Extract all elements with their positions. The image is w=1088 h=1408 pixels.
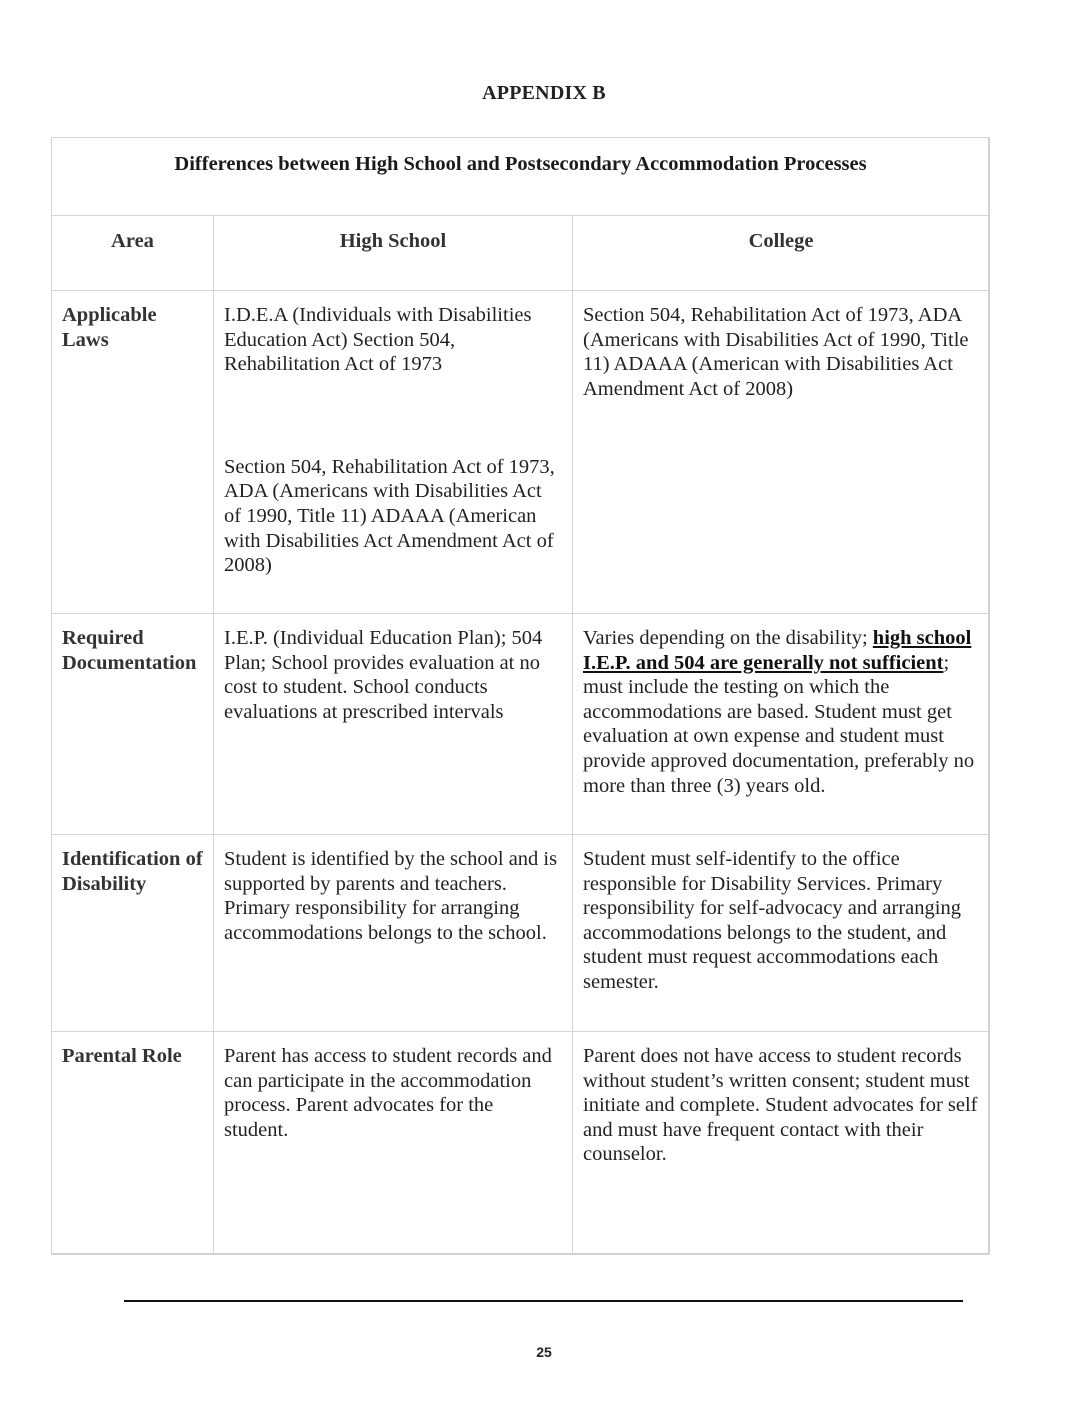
row-area-label: Required Documentation: [52, 614, 214, 835]
college-text: ; must include the testing on which the accommodations are based. Student must get evaluation at own expense and student must provide approved documentation, preferably no more than three (3) years old.: [583, 651, 975, 797]
high-school-cell: [214, 291, 573, 614]
row-area-label: Applicable Laws: [52, 291, 214, 614]
high-school-cell: I.E.P. (Individual Education Plan); 504 Plan; School provides evaluation at no cost to student. School conducts evaluations at prescribed intervals: [214, 614, 573, 835]
emphasized-text: high school I.E.P. and 504 are generally not sufficient: [583, 627, 972, 674]
cell-spacer: [224, 377, 562, 455]
college-cell: Student must self-identify to the office responsible for Disability Services. Primary responsibility for self-advocacy and arranging accommodations belongs to the student, and student must request accommodations each semester.: [573, 835, 990, 1032]
high-school-cell: Student is identified by the school and is supported by parents and teachers. Primary responsibility for arranging accommodations belongs to the school.: [214, 835, 573, 1032]
page-number: 25: [536, 1344, 552, 1360]
high-school-text: I.D.E.A (Individuals with Disabilities Education Act) Section 504, Rehabilitation Act of 1973: [224, 304, 532, 376]
header-area: Area: [52, 216, 214, 291]
header-college: College: [573, 216, 990, 291]
comparison-table: [51, 137, 990, 1255]
table-row: [52, 835, 990, 1032]
college-cell: Section 504, Rehabilitation Act of 1973, ADA (Americans with Disabilities Act of 1990, Title 11) ADAAA (American with Disabilities Act Amendment Act of 2008): [573, 291, 990, 614]
row-area-label: Parental Role: [52, 1032, 214, 1255]
table-title: Differences between High School and Postsecondary Accommodation Processes: [52, 138, 990, 216]
table-row: [52, 291, 990, 614]
footer-rule: [124, 1300, 963, 1302]
header-high-school: High School: [214, 216, 573, 291]
high-school-text: Section 504, Rehabilitation Act of 1973, ADA (Americans with Disabilities Act of 1990, Title 11) ADAAA (American with Disabilities Act Amendment Act of 2008): [224, 455, 555, 577]
header-row: [52, 216, 990, 291]
college-text: Varies depending on the disability;: [583, 627, 873, 649]
table-row: [52, 614, 990, 835]
appendix-heading: APPENDIX B: [482, 82, 606, 104]
high-school-cell: Parent has access to student records and can participate in the accommodation process. Parent advocates for the student.: [214, 1032, 573, 1255]
college-cell: Parent does not have access to student records without student’s written consent; student must initiate and complete. Student advocates for self and must have frequent contact with their counselor.: [573, 1032, 990, 1255]
row-area-label: Identification of Disability: [52, 835, 214, 1032]
table-row: [52, 1032, 990, 1255]
college-cell: [573, 614, 990, 835]
